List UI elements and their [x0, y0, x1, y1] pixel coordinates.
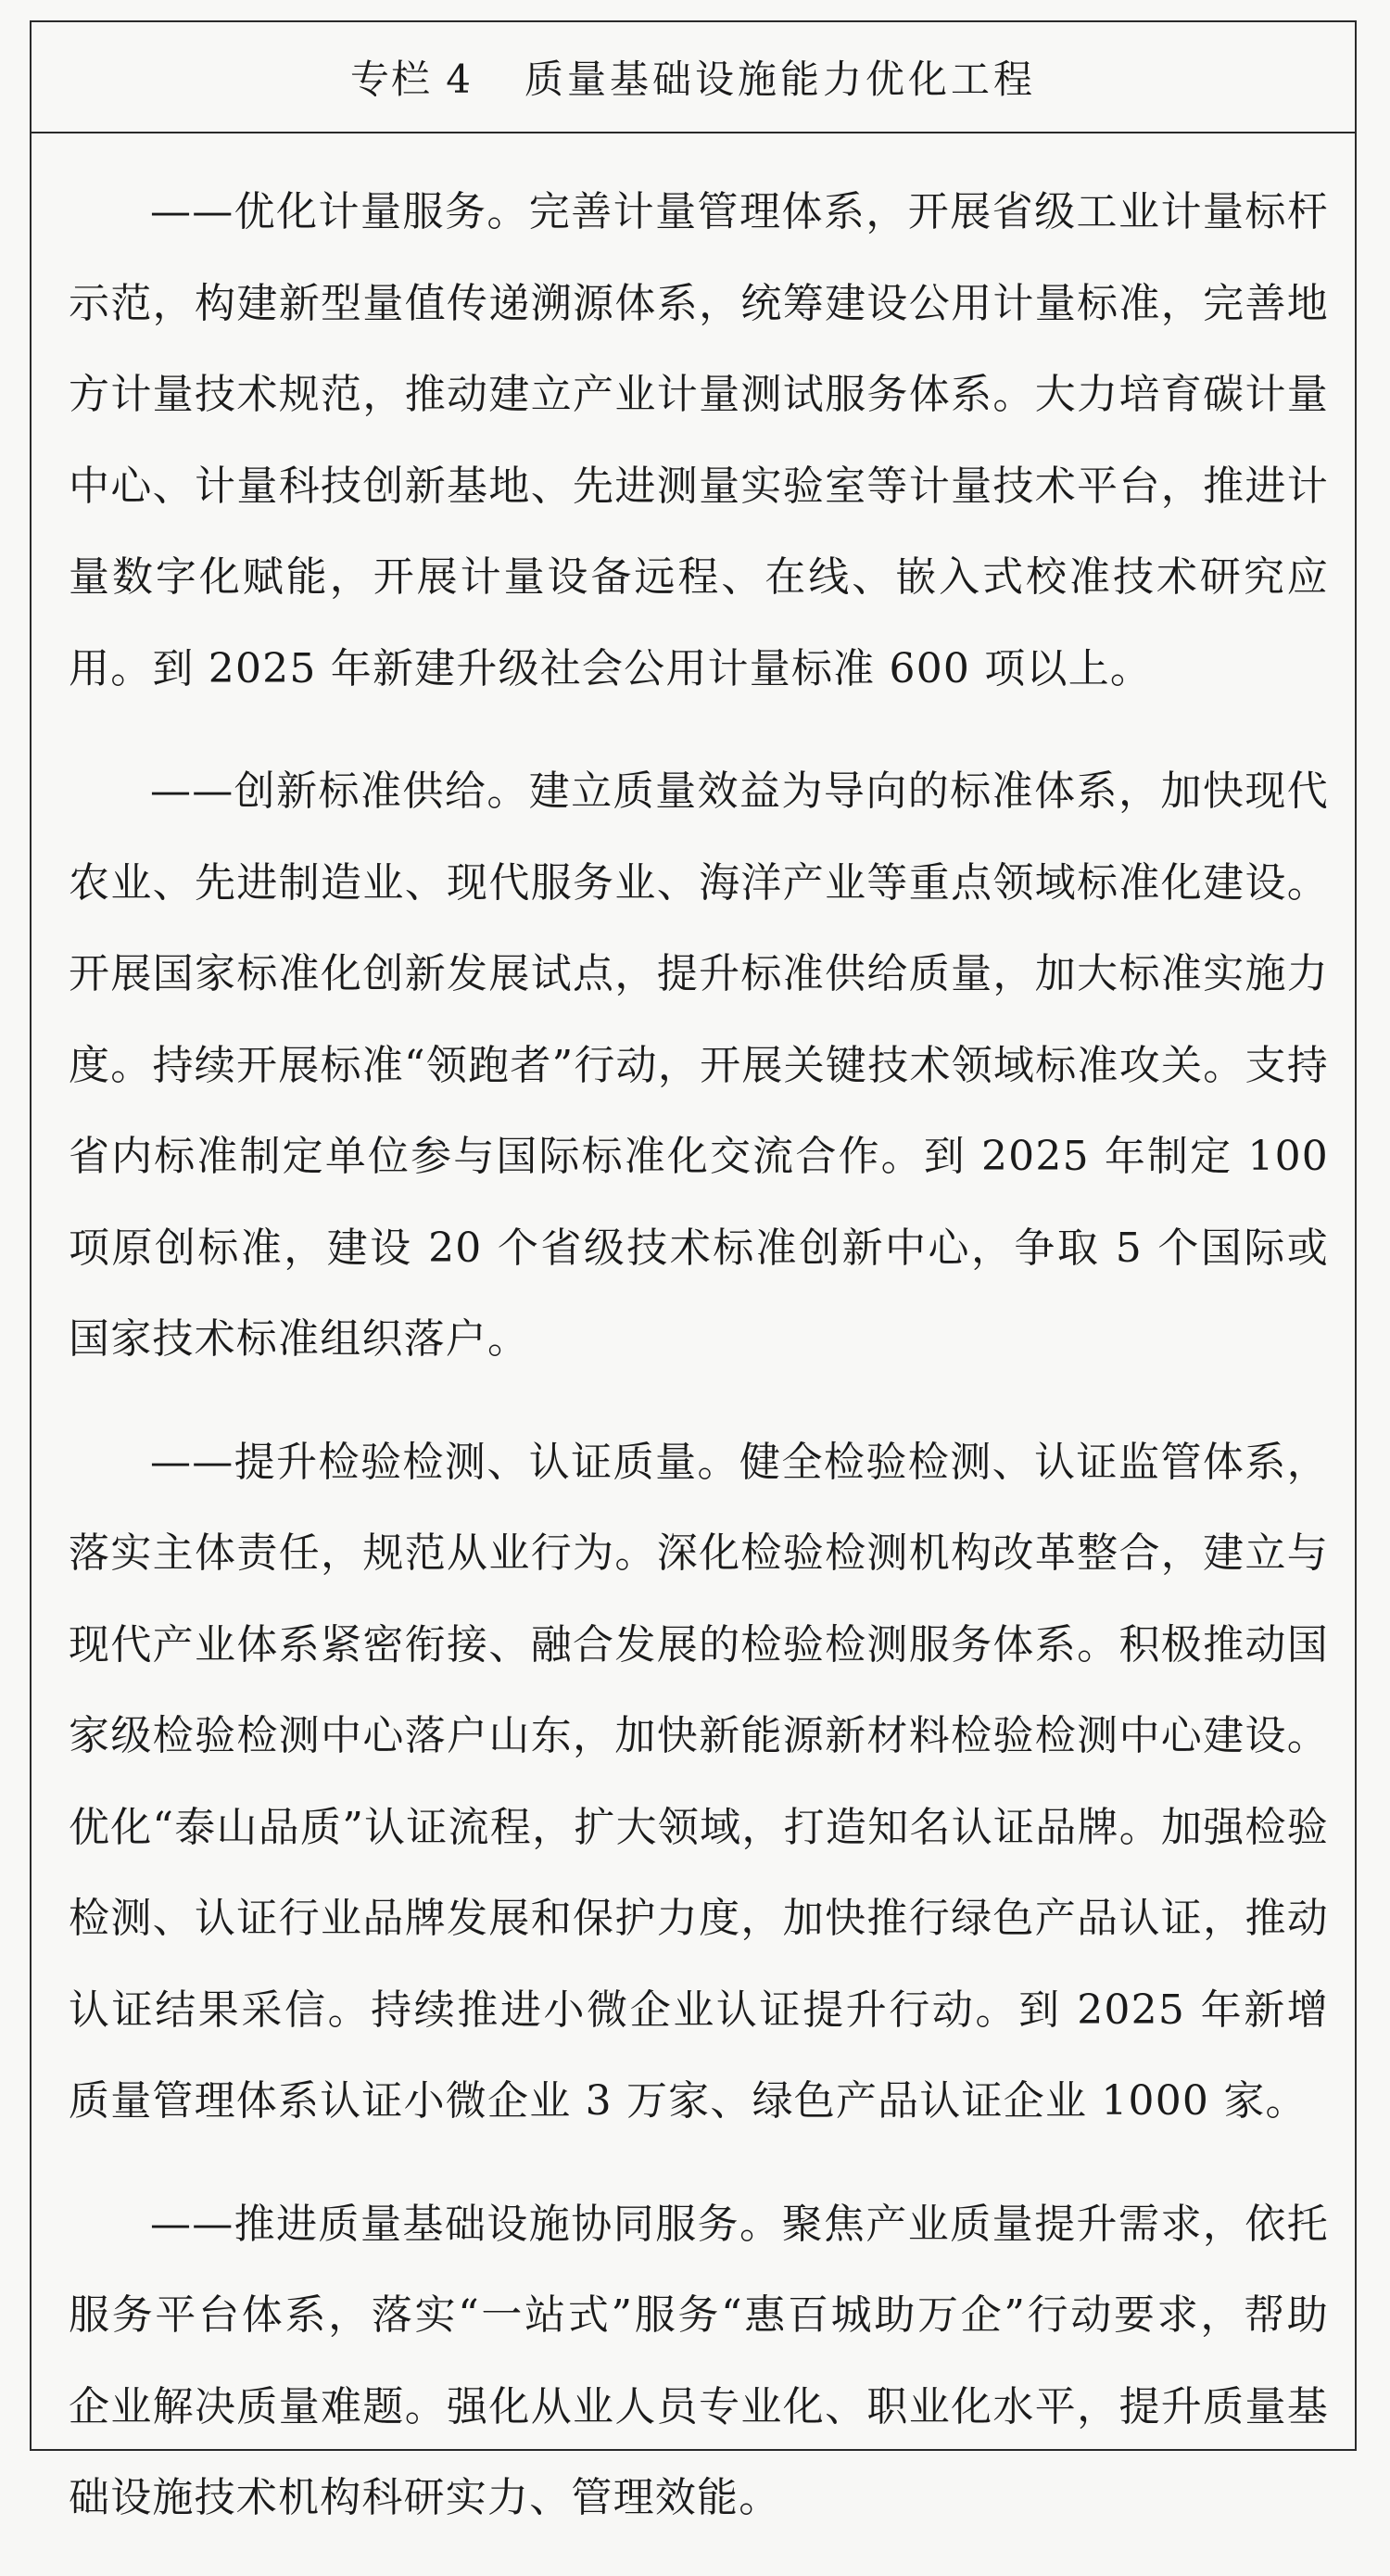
paragraph-inspection-certification: ——提升检验检测、认证质量。健全检验检测、认证监管体系，落实主体责任，规范从业行为。深化检验检测机构改革整合，建立与现代产业体系紧密衔接、融合发展的检验检测服务体系。积极推动国家级检验检测中心落户山东，加快新能源新材料检验检测中心建设。优化“泰山品质”认证流程，扩大领域，打造知名认证品牌。加强检验检测、认证行业品牌发展和保护力度，加快推行绿色产品认证，推动认证结果采信。持续推进小微企业认证提升行动。到 2025 年新增质量管理体系认证小微企业 3 万家、绿色产品认证企业 1000 家。 — [69, 1438, 1329, 2125]
paragraph-standards: ——创新标准供给。建立质量效益为导向的标准体系，加快现代农业、先进制造业、现代服务业、海洋产业等重点领域标准化建设。开展国家标准化创新发展试点，提升标准供给质量，加大标准实施力度。持续开展标准“领跑者”行动，开展关键技术领域标准攻关。支持省内标准制定单位参与国际标准化交流合作。到 2025 年制定 100 项原创标准，建设 20 个省级技术标准创新中心，争取 5 个国际或国家技术标准组织落户。 — [69, 768, 1329, 1363]
paragraph-metrology: ——优化计量服务。完善计量管理体系，开展省级工业计量标杆示范，构建新型量值传递溯源体系，统筹建设公用计量标准，完善地方计量技术规范，推动建立产业计量测试服务体系。大力培育碳计量中心、计量科技创新基地、先进测量实验室等计量技术平台，推进计量数字化赋能，开展计量设备远程、在线、嵌入式校准技术研究应用。到 2025 年新建升级社会公用计量标准 600 项以上。 — [69, 188, 1329, 692]
box-content — [32, 133, 1355, 2576]
column-title: 质量基础设施能力优化工程 — [524, 57, 1037, 102]
box-header — [32, 22, 1355, 133]
column-box — [30, 20, 1357, 2521]
paragraph-collaborative-services: ——推进质量基础设施协同服务。聚焦产业质量提升需求，依托服务平台体系，落实“一站式”服务“惠百城助万企”行动要求，帮助企业解决质量难题。强化从业人员专业化、职业化水平，提升质量基础设施技术机构科研实力、管理效能。 — [69, 2200, 1329, 2521]
column-label: 专栏 4 — [349, 57, 474, 102]
